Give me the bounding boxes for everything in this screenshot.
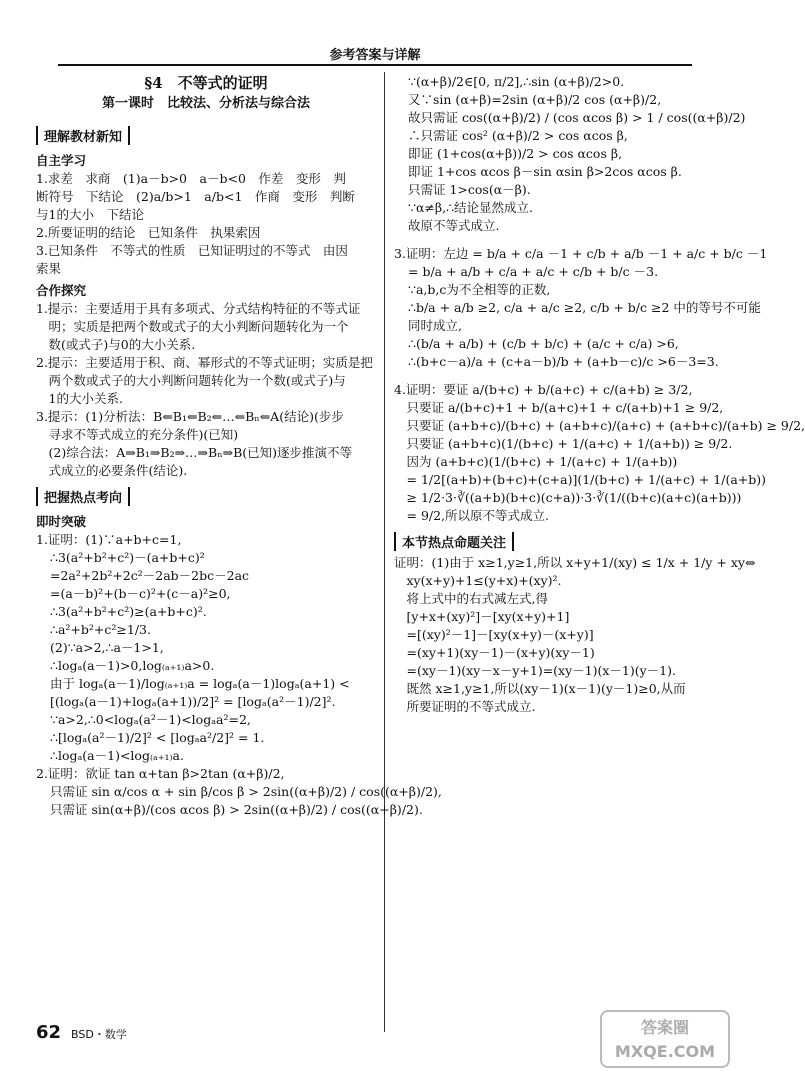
sub-cooperative: 合作探究	[36, 283, 87, 298]
text-line: 只要证 (a+b+c)/(b+c) + (a+b+c)/(a+c) + (a+b+c)/(a+b) ≥ 9/2,	[394, 418, 805, 433]
page-header: 参考答案与详解	[58, 44, 692, 66]
text-line: 2.证明：欲证 tan α+tan β>2tan (α+β)/2,	[36, 766, 285, 781]
text-line: ∴a²+b²+c²≥1/3.	[50, 622, 151, 637]
text-line: 既然 x≥1,y≥1,所以(xy－1)(x－1)(y－1)≥0,从而	[394, 681, 686, 696]
column-divider	[384, 72, 385, 1032]
text-line: [(logₐ(a－1)+logₐ(a+1))/2]² = [logₐ(a²－1)/2]².	[50, 694, 336, 709]
text-line: 同时成立,	[408, 318, 462, 333]
text-line: 又∵sin (α+β)=2sin (α+β)/2 cos (α+β)/2,	[408, 92, 662, 107]
text-line: 由于 logₐ(a－1)/log₍ₐ₊₁₎a = logₐ(a－1)logₐ(a+1) <	[50, 676, 350, 691]
text-line: 与1的大小 下结论	[36, 207, 144, 222]
text-line: ∴b/a + a/b ≥2, c/a + a/c ≥2, c/b + b/c ≥2 中的等号不可能	[408, 300, 761, 315]
text-line: 故原不等式成立.	[408, 218, 500, 233]
text-line: 式成立的必要条件(结论).	[36, 463, 188, 478]
text-line: 只需证 sin(α+β)/(cos αcos β) > 2sin((α+β)/2) / cos((α+β)/2).	[50, 802, 423, 817]
text-line: 两个数或式子的大小判断问题转化为一个数(或式子)与	[36, 373, 346, 388]
sub-self-study: 自主学习	[36, 153, 87, 168]
text-line: = b/a + a/b + c/a + a/c + c/b + b/c －3.	[408, 264, 659, 279]
text-line: = 1/2[(a+b)+(b+c)+(c+a)](1/(b+c) + 1/(a+c) + 1/(a+b))	[394, 472, 767, 487]
text-line: 只需证 sin α/cos α + sin β/cos β > 2sin((α+β)/2) / cos((α+β)/2),	[50, 784, 442, 799]
text-line: ≥ 1/2·3·∛((a+b)(b+c)(c+a))·3·∛(1/((b+c)(a+c)(a+b)))	[394, 490, 742, 505]
text-line: 1.提示：主要适用于具有多项式、分式结构特征的不等式证	[36, 301, 361, 316]
section-understand: 理解教材新知	[36, 126, 130, 145]
text-line: 将上式中的右式减左式,得	[394, 591, 548, 606]
sub-breakthrough: 即时突破	[36, 514, 87, 529]
text-line: 即证 1+cos αcos β－sin αsin β>2cos αcos β.	[408, 164, 682, 179]
text-line: ∴只需证 cos² (α+β)/2 > cos αcos β,	[408, 128, 628, 143]
text-line: 只要证 a/(b+c)+1 + b/(a+c)+1 + c/(a+b)+1 ≥ 9/2,	[394, 400, 724, 415]
text-line: 明；实质是把两个数或式子的大小判断问题转化为一个	[36, 319, 349, 334]
text-line: ∴logₐ(a－1)<log₍ₐ₊₁₎a.	[50, 748, 184, 763]
chapter-title: §4 不等式的证明	[144, 74, 268, 92]
text-line: =[(xy)²－1]－[xy(x+y)－(x+y)]	[394, 627, 594, 642]
page-footer	[36, 1022, 127, 1043]
text-line: 只要证 (a+b+c)(1/(b+c) + 1/(a+c) + 1/(a+b)) ≥ 9/2.	[394, 436, 733, 451]
text-line: 只需证 1>cos(α－β).	[408, 182, 531, 197]
text-line: 寻求不等式成立的充分条件)(已知)	[36, 427, 239, 442]
watermark-line2: MXQE.COM	[614, 1042, 716, 1061]
text-line: =(xy－1)(xy－x－y+1)=(xy－1)(x－1)(y－1).	[394, 663, 676, 678]
text-line: 2.提示：主要适用于积、商、幂形式的不等式证明；实质是把	[36, 355, 373, 370]
text-line: ∵a>2,∴0<logₐ(a²－1)<logₐa²=2,	[50, 712, 251, 727]
text-line: 4.证明：要证 a/(b+c) + b/(a+c) + c/(a+b) ≥ 3/2,	[394, 382, 693, 397]
text-line: =(xy+1)(xy－1)－(x+y)(xy－1)	[394, 645, 595, 660]
text-line: xy(x+y)+1≤(y+x)+(xy)².	[394, 573, 562, 588]
watermark-line1: 答案圈	[640, 1018, 689, 1037]
section-hot-questions: 本节热点命题关注	[394, 532, 514, 551]
series-label: BSD・数学	[71, 1028, 127, 1041]
page-number: 62	[36, 1022, 62, 1043]
text-line: 所要证明的不等式成立.	[394, 699, 536, 714]
text-line: ∴(b/a + a/b) + (c/b + b/c) + (a/c + c/a) >6,	[408, 336, 679, 351]
text-line: 2.所要证明的结论 已知条件 执果索因	[36, 225, 261, 240]
text-line: 数(或式子)与0的大小关系.	[36, 337, 196, 352]
text-line: 3.已知条件 不等式的性质 已知证明过的不等式 由因	[36, 243, 348, 258]
right-column	[394, 72, 805, 717]
text-line: (2)∵a>2,∴a－1>1,	[50, 640, 164, 655]
text-line: 证明：(1)由于 x≥1,y≥1,所以 x+y+1/(xy) ≤ 1/x + 1/y + xy⇔	[394, 555, 756, 570]
text-line: ∴3(a²+b²+c²)≥(a+b+c)².	[50, 604, 207, 619]
text-line: 3.证明：左边 = b/a + c/a －1 + c/b + a/b －1 + a/c + b/c －1	[394, 246, 768, 261]
text-line: = 9/2,所以原不等式成立.	[394, 508, 550, 523]
text-line: 1的大小关系.	[36, 391, 123, 406]
text-line: 3.提示：(1)分析法：B⇐B₁⇐B₂⇐…⇐Bₙ⇐A(结论)(步步	[36, 409, 344, 424]
text-line: 因为 (a+b+c)(1/(b+c) + 1/(a+c) + 1/(a+b))	[394, 454, 678, 469]
text-line: =2a²+2b²+2c²－2ab－2bc－2ac	[50, 568, 250, 583]
text-line: 索果	[36, 261, 62, 276]
text-line: ∴(b+c－a)/a + (c+a－b)/b + (a+b－c)/c >6－3=3.	[408, 354, 719, 369]
text-line: 即证 (1+cos(α+β))/2 > cos αcos β,	[408, 146, 623, 161]
section-hot-topics: 把握热点考向	[36, 487, 130, 506]
text-line: 故只需证 cos((α+β)/2) / (cos αcos β) > 1 / cos((α+β)/2)	[408, 110, 746, 125]
text-line: =(a－b)²+(b－c)²+(c－a)²≥0,	[50, 586, 231, 601]
text-line: ∴[logₐ(a²－1)/2]² < [logₐa²/2]² = 1.	[50, 730, 265, 745]
text-line: 1.证明：(1)∵a+b+c=1,	[36, 532, 182, 547]
text-line: 1.求差 求商 (1)a－b>0 a－b<0 作差 变形 判	[36, 171, 346, 186]
text-line: 断符号 下结论 (2)a/b>1 a/b<1 作商 变形 判断	[36, 189, 355, 204]
text-line: ∵α≠β,∴结论显然成立.	[408, 200, 533, 215]
watermark-logo	[600, 1010, 730, 1068]
text-line: ∵a,b,c为不全相等的正数,	[408, 282, 551, 297]
text-line: ∴3(a²+b²+c²)－(a+b+c)²	[50, 550, 205, 565]
text-line: ∵(α+β)/2∈[0, π/2],∴sin (α+β)/2>0.	[408, 74, 625, 89]
text-line: ∴logₐ(a－1)>0,log₍ₐ₊₁₎a>0.	[50, 658, 215, 673]
lesson-subtitle: 第一课时 比较法、分析法与综合法	[101, 96, 310, 111]
text-line: (2)综合法：A⇒B₁⇒B₂⇒…⇒Bₙ⇒B(已知)逐步推演不等	[36, 445, 353, 460]
text-line: [y+x+(xy)²]－[xy(x+y)+1]	[394, 609, 570, 624]
